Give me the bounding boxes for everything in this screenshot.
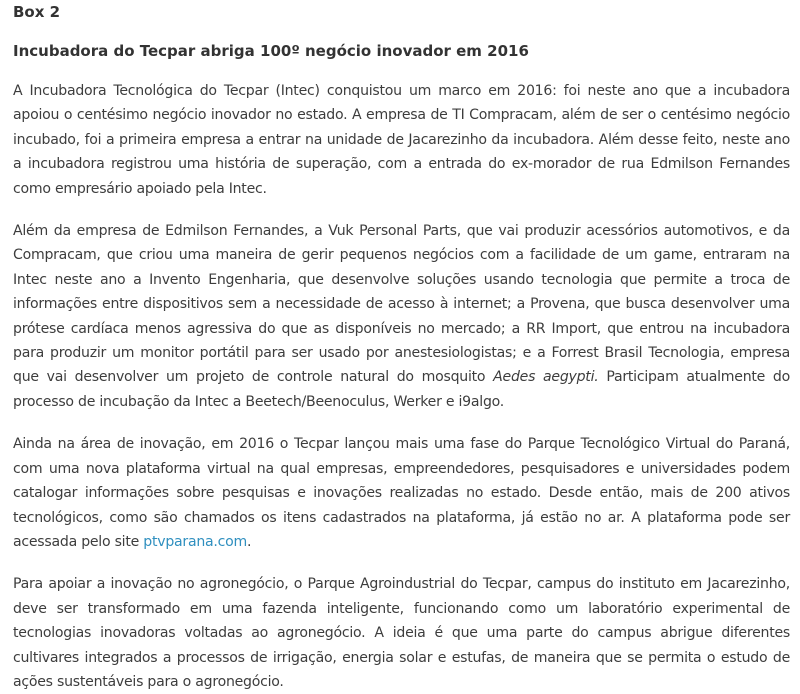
paragraph-3-text: Ainda na área de inovação, em 2016 o Tecpar lançou mais uma fase do Parque Tecnológico Virtual do Paraná, com uma nova plataforma virtual na qual empresas, empreendedores, pesquisadores e universidades podem catalogar informações sobre pesquisas e inovações realizadas no estado. Desde então, mais de 200 ativos tecnológicos, como são chamados os itens cadastrados na plataforma, já estão no ar. A plataforma pode ser acessada pelo site (13, 436, 790, 550)
paragraph-4: Para apoiar a inovação no agronegócio, o Parque Agroindustrial do Tecpar, campus do instituto em Jacarezinho, deve ser transformado em uma fazenda inteligente, funcionando como um laboratório experimental de tecnologias inovadoras voltadas ao agronegócio. A ideia é que uma parte do campus abrigue diferentes cultivares integrados a processos de irrigação, energia solar e estufas, de maneira que se permita o estudo de ações sustentáveis para o agronegócio. (13, 576, 790, 690)
paragraph-3-tail: . (247, 533, 252, 550)
paragraph-2-text: Além da empresa de Edmilson Fernandes, a Vuk Personal Parts, que vai produzir acessórios automotivos, e da Compracam, que criou uma maneira de gerir pequenos negócios com a facilidade de um game, entraram na Intec neste ano a Invento Engenharia, que desenvolve soluções usando tecnologia que permite a troca de informações entre dispositivos sem a necessidade de acesso à internet; a Provena, que busca desenvolver uma prótese cardíaca menos agressiva do que as disponíveis no mercado; a RR Import, que entrou na incubadora para produzir um monitor portátil para ser usado por anestesiologistas; e a Forrest Brasil Tecnologia, empresa que vai desenvolver um projeto de controle natural do mosquito (13, 223, 790, 386)
paragraph-1: A Incubadora Tecnológica do Tecpar (Intec) conquistou um marco em 2016: foi neste ano que a incubadora apoiou o centésimo negócio inovador no estado. A empresa de TI Compracam, além de ser o centésimo negócio incubado, foi a primeira empresa a entrar na unidade de Jacarezinho da incubadora. Além desse feito, neste ano a incubadora registrou uma história de superação, com a entrada do ex-morador de rua Edmilson Fernandes como empresário apoiado pela Intec. (13, 83, 790, 197)
species-name: Aedes aegypti. (493, 369, 599, 386)
paragraph-3 (13, 432, 790, 554)
article-headline: Incubadora do Tecpar abriga 100º negócio inovador em 2016 (13, 42, 529, 60)
paragraph-2-tail: Participam atualmente do processo de incubação da Intec a Beetech/Beenoculus, Werker e i9algo. (13, 369, 790, 410)
ptvparana-link[interactable]: ptvparana.com (143, 533, 247, 550)
paragraph-2 (13, 219, 790, 414)
box-label: Box 2 (13, 3, 61, 21)
